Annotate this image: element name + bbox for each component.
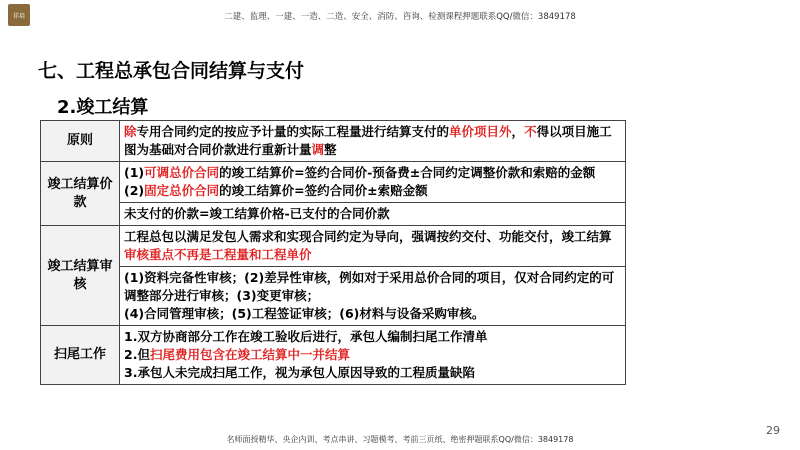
page-number: 29 bbox=[766, 424, 780, 437]
logo-text: 祥培 bbox=[12, 12, 25, 20]
closeout-item-2 bbox=[124, 346, 621, 364]
table-row bbox=[41, 226, 626, 267]
row-head-principle: 原则 bbox=[41, 121, 120, 162]
table-row bbox=[41, 203, 626, 226]
table-row bbox=[41, 267, 626, 326]
table-row bbox=[41, 121, 626, 162]
principle-cell bbox=[120, 121, 626, 162]
row-head-review: 竣工结算审核 bbox=[41, 226, 120, 326]
table-row bbox=[41, 162, 626, 203]
text-red: 除 bbox=[124, 124, 137, 139]
text: ， bbox=[511, 124, 525, 139]
closeout-item-1: 1.双方协商部分工作在竣工验收后进行，承包人编制扫尾工作清单 bbox=[124, 329, 488, 344]
review-desc-cell bbox=[120, 226, 626, 267]
section-title: 七、工程总承包合同结算与支付 bbox=[38, 60, 305, 82]
row-head-closeout: 扫尾工作 bbox=[41, 326, 120, 385]
price-formula-cell bbox=[120, 162, 626, 203]
sub-title: 2.竣工结算 bbox=[57, 97, 149, 118]
top-banner: 二建、监理、一建、一造、二造、安全、消防、咨询、检测课程押题联系QQ/微信：3849178 bbox=[224, 12, 576, 22]
text: 的竣工结算价=签约合同价±索赔金额 bbox=[219, 183, 428, 198]
row-head-price: 竣工结算价款 bbox=[41, 162, 120, 226]
text: 整 bbox=[324, 142, 337, 157]
closeout-item-3: 3.承包人未完成扫尾工作，视为承包人原因导致的工程质量缺陷 bbox=[124, 365, 475, 380]
table-row bbox=[41, 326, 626, 385]
formula-line-2 bbox=[124, 182, 621, 200]
text-red: 调 bbox=[311, 142, 325, 157]
text-red: 单价项目外 bbox=[449, 124, 512, 139]
text-red: 不 bbox=[524, 124, 537, 139]
text: 2.但 bbox=[124, 347, 150, 362]
review-items-line-2: (4)合同管理审核；(5)工程签证审核；(6)材料与设备采购审核。 bbox=[124, 306, 485, 321]
text: (1) bbox=[124, 165, 145, 180]
text-red: 固定总价合同 bbox=[144, 183, 220, 198]
text: 工程总包以满足发包人需求和实现合同约定为导向，强调按约交付、功能交付，竣工结算 bbox=[124, 229, 612, 244]
text-red: 审核重点不再是工程量和工程单价 bbox=[124, 247, 312, 262]
text-red: 扫尾费用包含在竣工结算中一并结算 bbox=[149, 347, 350, 362]
closeout-cell bbox=[120, 326, 626, 385]
review-items-line-1: (1)资料完备性审核；(2)差异性审核，例如对于采用总价合同的项目，仅对合同约定的可调整部分进行审核；(3)变更审核； bbox=[124, 270, 615, 303]
text: (2) bbox=[124, 183, 145, 198]
text: 得以项目施工图为基础对合同价款进行重新计量 bbox=[124, 124, 612, 157]
text-red: 可调总价合同 bbox=[144, 165, 220, 180]
formula-line-1 bbox=[124, 164, 621, 182]
settlement-table bbox=[40, 120, 626, 385]
bottom-banner: 名师面授精华、央企内训、考点串讲、习题模考、考前三页纸、绝密押题联系QQ/微信：3849178 bbox=[226, 435, 574, 444]
text: 的竣工结算价=签约合同价-预备费±合同约定调整价款和索赔的金额 bbox=[219, 165, 596, 180]
review-items-cell bbox=[120, 267, 626, 326]
unpaid-cell: 未支付的价款=竣工结算价格-已支付的合同价款 bbox=[120, 203, 626, 226]
text: 专用合同约定的按应予计量的实际工程量进行结算支付的 bbox=[136, 124, 450, 139]
